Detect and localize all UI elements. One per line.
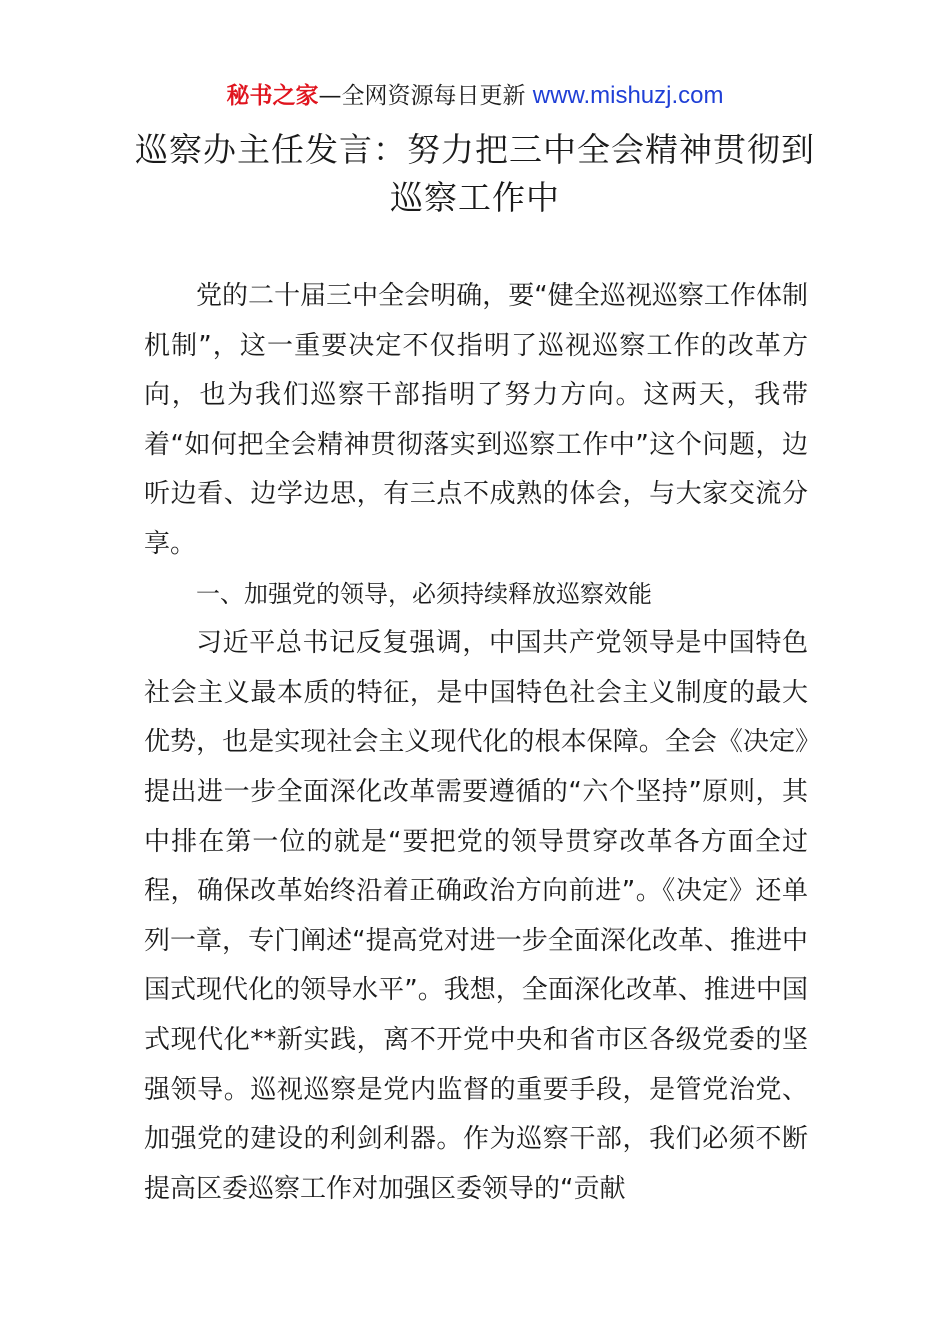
intro-paragraph: 党的二十届三中全会明确，要“健全巡视巡察工作体制机制”，这一重要决定不仅指明了巡视巡察工作的改革方向，也为我们巡察干部指明了努力方向。这两天，我带着“如何把全会精神贯彻落实到巡察工作中”这个问题，边听边看、边学边思，有三点不成熟的体会，与大家交流分享。 bbox=[144, 281, 808, 559]
section-paragraph: 习近平总书记反复强调，中国共产党领导是中国特色社会主义最本质的特征，是中国特色社会主义制度的最大优势，也是实现社会主义现代化的根本保障。全会《决定》提出进一步全面深化改革需要遵循的“六个坚持”原则，其中排在第一位的就是“要把党的领导贯穿改革各方面全过程，确保改革始终沿着正确政治方向前进”。《决定》还单列一章，专门阐述“提高党对进一步全面深化改革、推进中国式现代化的领导水平”。我想，全面深化改革、推进中国式现代化**新实践，离不开党中央和省市区各级党委的坚强领导。巡视巡察是党内监督的重要手段，是管党治党、加强党的建设的利剑利器。作为巡察干部，我们必须不断提高区委巡察工作对加强区委领导的“贡献 bbox=[144, 628, 808, 1204]
section-heading: 一、加强党的领导，必须持续释放巡察效能 bbox=[196, 579, 652, 608]
site-header bbox=[0, 80, 950, 112]
site-url-link[interactable]: www.mishuzj.com bbox=[532, 82, 724, 109]
site-brand: 秘书之家 bbox=[226, 83, 319, 109]
document-title: 巡察办主任发言：努力把三中全会精神贯彻到巡察工作中 bbox=[135, 130, 815, 217]
site-tagline: —全网资源每日更新 bbox=[318, 83, 533, 109]
document-body bbox=[144, 272, 808, 1214]
